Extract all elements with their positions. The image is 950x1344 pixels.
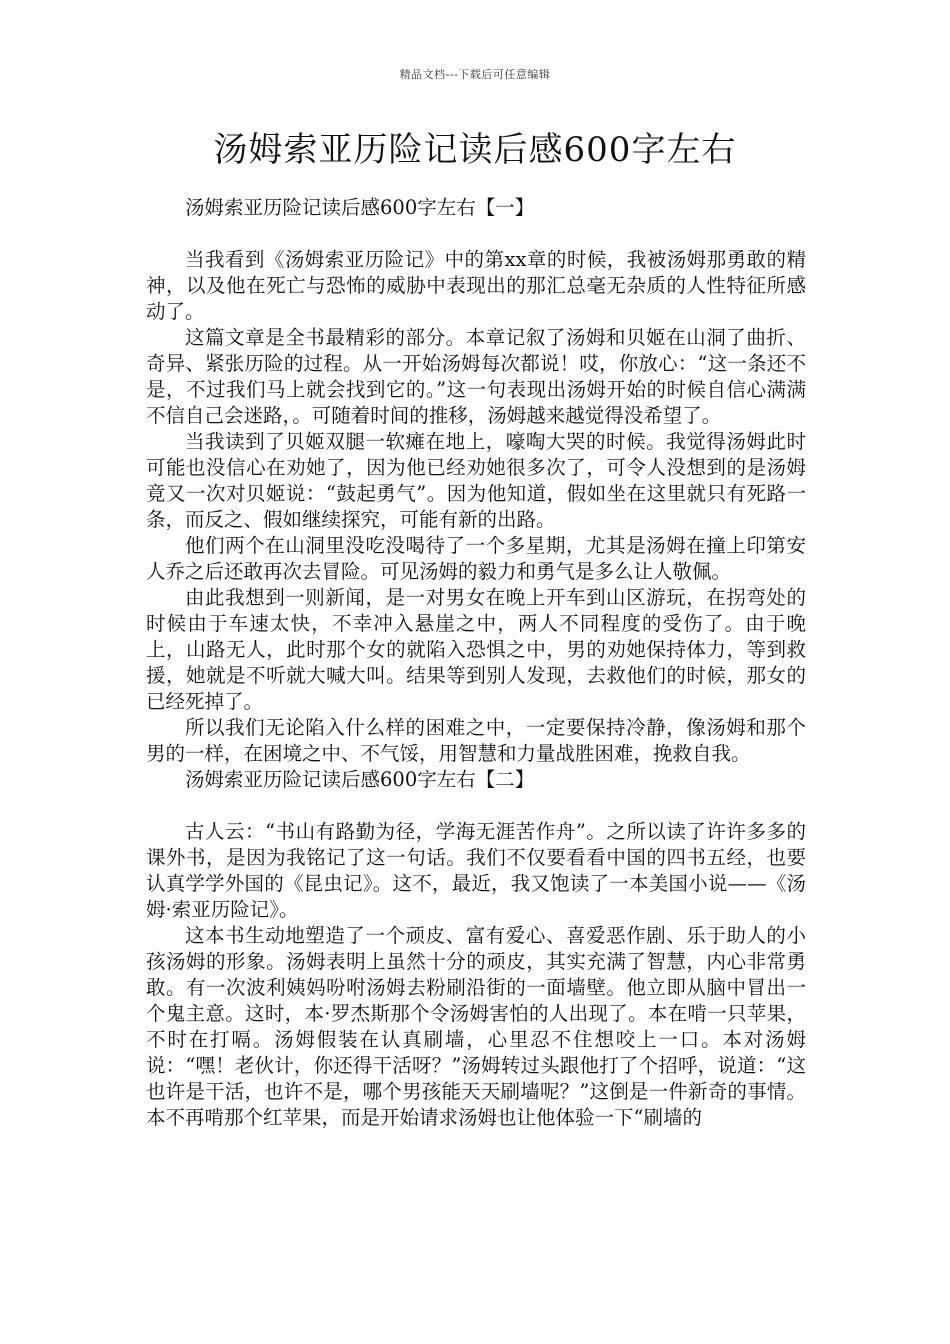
paragraph: 由此我想到一则新闻，是一对男女在晚上开车到山区游玩，在拐弯处的时候由于车速太快，不幸冲入悬崖之中，两人不同程度的受伤了。由于晚上，山路无人，此时那个女的就陷入恐惧之中，男的劝她保持体力，等到救援，她就是不听就大喊大叫。结果等到别人发现，去救他们的时候，那女的已经死掉了。 bbox=[146, 586, 806, 713]
header-note: 精品文档---下载后可任意编辑 bbox=[399, 68, 551, 81]
section-heading: 汤姆索亚历险记读后感600字左右【一】 bbox=[185, 196, 535, 219]
paragraph: 当我读到了贝姬双腿一软瘫在地上，嚎啕大哭的时候。我觉得汤姆此时可能也没信心在劝她了，因为他已经劝她很多次了，可令人没想到的是汤姆竟又一次对贝姬说：“鼓起勇气”。因为他知道，假如坐在这里就只有死路一条，而反之、假如继续探究，可能有新的出路。 bbox=[146, 430, 806, 531]
section-heading: 汤姆索亚历险记读后感600字左右【二】 bbox=[185, 768, 535, 791]
paragraph: 当我看到《汤姆索亚历险记》中的第xx章的时候，我被汤姆那勇敢的精神，以及他在死亡与恐怖的威胁中表现出的那汇总毫无杂质的人性特征所感动了。 bbox=[146, 248, 806, 323]
document-body bbox=[146, 195, 806, 1131]
section-one bbox=[146, 195, 806, 767]
paragraph: 古人云：“书山有路勤为径，学海无涯苦作舟”。之所以读了许许多多的课外书，是因为我铭记了这一句话。我们不仅要看看中国的四书五经，也要认真学学外国的《昆虫记》。这不，最近，我又饱读了一本美国小说——《汤姆·索亚历险记》。 bbox=[146, 820, 806, 921]
section-two bbox=[146, 767, 806, 1131]
paragraph: 所以我们无论陷入什么样的困难之中，一定要保持冷静，像汤姆和那个男的一样，在困境之中、不气馁，用智慧和力量战胜困难，挽救自我。 bbox=[146, 716, 806, 765]
paragraph: 这篇文章是全书最精彩的部分。本章记叙了汤姆和贝姬在山洞了曲折、奇异、紧张历险的过程。从一开始汤姆每次都说！哎，你放心：“这一条还不是，不过我们马上就会找到它的。”这一句表现出汤姆开始的时候自信心满满不信自己会迷路，。可随着时间的推移，汤姆越来越觉得没希望了。 bbox=[146, 326, 806, 427]
paragraph: 这本书生动地塑造了一个顽皮、富有爱心、喜爱恶作剧、乐于助人的小孩汤姆的形象。汤姆表明上虽然十分的顽皮，其实充满了智慧，内心非常勇敢。有一次波利姨妈吩咐汤姆去粉刷沿街的一面墙壁。他立即从脑中冒出一个鬼主意。这时，本·罗杰斯那个令汤姆害怕的人出现了。本在啃一只苹果，不时在打嗝。汤姆假装在认真刷墙，心里忍不住想咬上一口。本对汤姆说：“嘿！老伙计，你还得干活呀？”汤姆转过头跟他打了个招呼，说道：“这也许是干活，也许不是，哪个男孩能天天刷墙呢？”这倒是一件新奇的事情。本不再啃那个红苹果，而是开始请求汤姆也让他体验一下“刷墙的 bbox=[146, 924, 806, 1129]
document-title: 汤姆索亚历险记读后感600字左右 bbox=[213, 130, 737, 170]
paragraph: 他们两个在山洞里没吃没喝待了一个多星期，尤其是汤姆在撞上印第安人乔之后还敢再次去冒险。可见汤姆的毅力和勇气是多么让人敬佩。 bbox=[146, 534, 806, 583]
